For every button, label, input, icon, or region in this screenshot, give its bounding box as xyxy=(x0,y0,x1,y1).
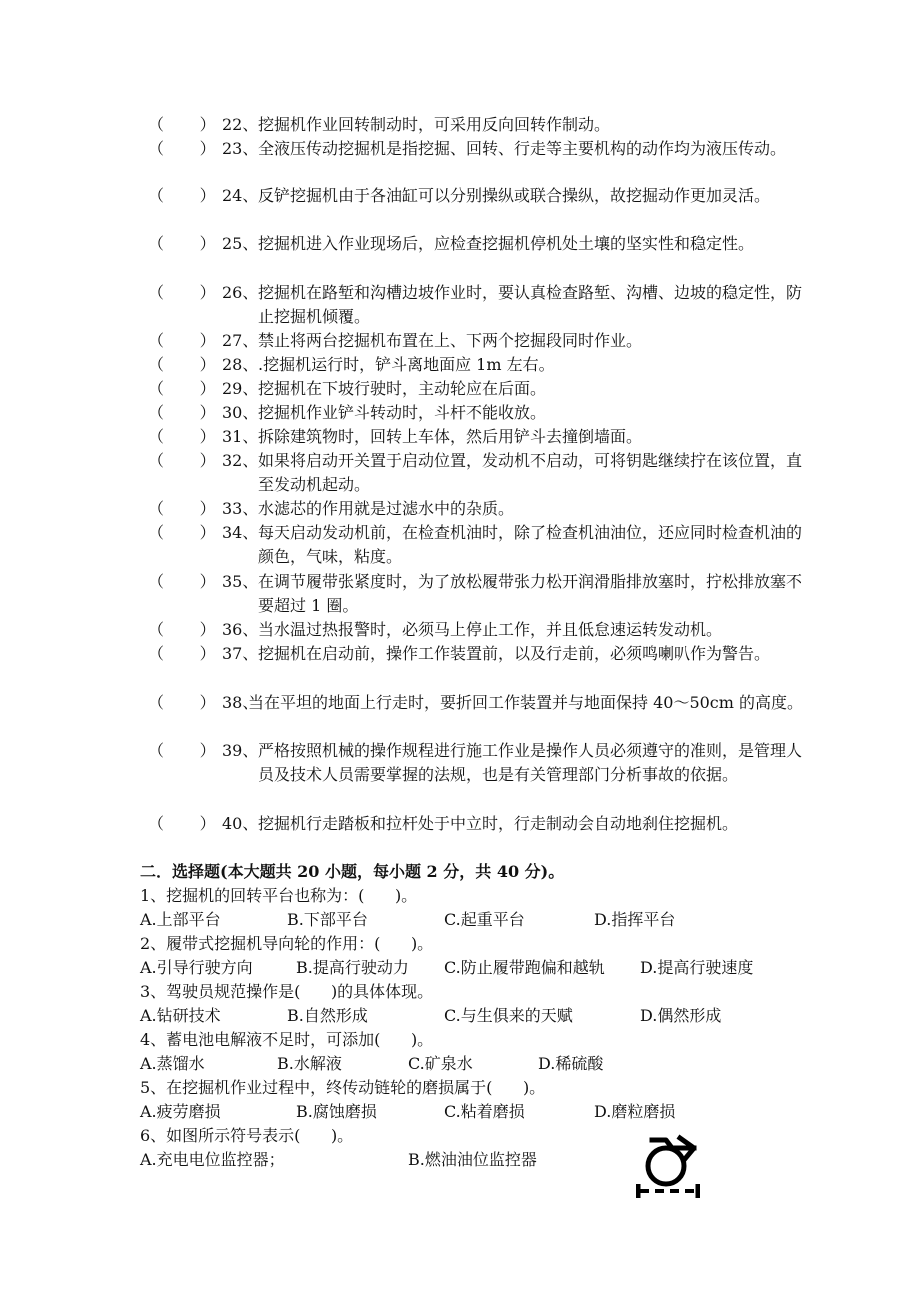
answer-blank[interactable]: （ ） xyxy=(148,693,216,712)
item-number: 27、 xyxy=(222,331,259,350)
mc-option-a[interactable]: A.蒸馏水 xyxy=(140,1054,205,1073)
answer-blank[interactable]: （ ） xyxy=(148,427,216,446)
item-text: 每天启动发动机前，在检查机油时，除了检查机油油位，还应同时检查机油的颜色，气味，粘度。 xyxy=(258,523,803,566)
tf-item-26 xyxy=(148,281,808,329)
item-number: 24、 xyxy=(222,186,259,205)
answer-blank[interactable]: （ ） xyxy=(148,644,216,663)
tf-item-33 xyxy=(148,497,808,521)
item-number: 26、 xyxy=(222,283,259,302)
mc-option-d[interactable]: D.稀硫酸 xyxy=(538,1054,604,1073)
item-text: 挖掘机在下坡行驶时，主动轮应在后面。 xyxy=(258,379,547,398)
item-number: 35、 xyxy=(222,572,259,591)
tf-item-25 xyxy=(148,232,808,256)
mc-question-1: 1、挖掘机的回转平台也称为：( )。 xyxy=(140,886,418,905)
mc-option-b[interactable]: B.自然形成 xyxy=(287,1006,368,1025)
item-number: 36、 xyxy=(222,620,259,639)
tf-item-40 xyxy=(148,812,808,836)
mc-option-c[interactable]: C.防止履带跑偏和越轨 xyxy=(444,958,605,977)
tf-item-32 xyxy=(148,449,808,497)
item-number: 37、 xyxy=(222,644,259,663)
item-text: 挖掘机在启动前，操作工作装置前，以及行走前，必须鸣喇叭作为警告。 xyxy=(258,644,771,663)
item-number: 31、 xyxy=(222,427,259,446)
item-number: 34、 xyxy=(222,523,259,542)
mc-question-4: 4、蓄电池电解液不足时，可添加( )。 xyxy=(140,1030,434,1049)
mc-option-d[interactable]: D.提高行驶速度 xyxy=(640,958,754,977)
item-text: 挖掘机在路堑和沟槽边坡作业时，要认真检查路堑、沟槽、边坡的稳定性，防止挖掘机倾覆。 xyxy=(258,283,803,326)
engine-oil-level-monitor-icon xyxy=(636,1134,700,1200)
item-number: 30、 xyxy=(222,403,259,422)
mc-option-c[interactable]: C.粘着磨损 xyxy=(444,1102,525,1121)
tf-item-30 xyxy=(148,401,808,425)
item-text: 全液压传动挖掘机是指挖掘、回转、行走等主要机构的动作均为液压传动。 xyxy=(258,139,787,158)
tf-item-35 xyxy=(148,570,808,618)
tf-item-27 xyxy=(148,329,808,353)
item-number: 29、 xyxy=(222,379,259,398)
item-text: 拆除建筑物时，回转上车体，然后用铲斗去撞倒墙面。 xyxy=(258,427,643,446)
item-text: 挖掘机行走踏板和拉杆处于中立时，行走制动会自动地刹住挖掘机。 xyxy=(258,814,739,833)
item-text: 禁止将两台挖掘机布置在上、下两个挖掘段同时作业。 xyxy=(258,331,643,350)
mc-option-d[interactable]: D.偶然形成 xyxy=(640,1006,722,1025)
tf-item-29 xyxy=(148,377,808,401)
item-number: 32、 xyxy=(222,451,259,470)
item-number: 23、 xyxy=(222,139,259,158)
answer-blank[interactable]: （ ） xyxy=(148,331,216,350)
item-number: 40、 xyxy=(222,814,259,833)
item-text: 挖掘机进入作业现场后，应检查挖掘机停机处土壤的坚实性和稳定性。 xyxy=(258,234,755,253)
mc-option-b[interactable]: B.燃油油位监控器 xyxy=(408,1150,537,1169)
item-number: 33、 xyxy=(222,499,259,518)
answer-blank[interactable]: （ ） xyxy=(148,620,216,639)
item-text: 挖掘机作业铲斗转动时，斗杆不能收放。 xyxy=(258,403,547,422)
item-number: 38、 xyxy=(222,693,259,712)
item-number: 25、 xyxy=(222,234,259,253)
mc-option-c[interactable]: C.与生俱来的天赋 xyxy=(444,1006,573,1025)
answer-blank[interactable]: （ ） xyxy=(148,234,216,253)
answer-blank[interactable]: （ ） xyxy=(148,283,216,302)
item-text: 如果将启动开关置于启动位置，发动机不启动，可将钥匙继续拧在该位置，直至发动机起动。 xyxy=(258,451,803,494)
item-text: 挖掘机作业回转制动时，可采用反向回转作制动。 xyxy=(258,115,611,134)
mc-option-b[interactable]: B.水解液 xyxy=(277,1054,342,1073)
mc-option-d[interactable]: D.指挥平台 xyxy=(594,910,676,929)
tf-item-22 xyxy=(148,113,808,137)
mc-question-6: 6、如图所示符号表示( )。 xyxy=(140,1126,354,1145)
answer-blank[interactable]: （ ） xyxy=(148,379,216,398)
tf-item-31 xyxy=(148,425,808,449)
mc-option-a[interactable]: A.充电电位监控器； xyxy=(140,1150,285,1169)
mc-option-d[interactable]: D.磨粒磨损 xyxy=(594,1102,676,1121)
item-number: 39、 xyxy=(222,741,259,760)
item-text: 在调节履带张紧度时，为了放松履带张力松开润滑脂排放塞时，拧松排放塞不要超过 1 圈。 xyxy=(258,572,803,615)
section-title: 二．选择题(本大题共 20 小题，每小题 2 分，共 40 分)。 xyxy=(140,862,565,881)
tf-item-34 xyxy=(148,521,808,569)
answer-blank[interactable]: （ ） xyxy=(148,814,216,833)
answer-blank[interactable]: （ ） xyxy=(148,403,216,422)
tf-item-38 xyxy=(148,691,808,715)
mc-option-a[interactable]: A.引导行驶方向 xyxy=(140,958,253,977)
item-text: 水滤芯的作用就是过滤水中的杂质。 xyxy=(258,499,515,518)
answer-blank[interactable]: （ ） xyxy=(148,451,216,470)
item-text: 严格按照机械的操作规程进行施工作业是操作人员必须遵守的准则，是管理人员及技术人员需要掌握的法规，也是有关管理部门分析事故的依据。 xyxy=(258,741,803,784)
tf-item-24 xyxy=(148,184,808,208)
mc-option-b[interactable]: B.下部平台 xyxy=(287,910,368,929)
answer-blank[interactable]: （ ） xyxy=(148,499,216,518)
answer-blank[interactable]: （ ） xyxy=(148,572,216,591)
mc-option-a[interactable]: A.疲劳磨损 xyxy=(140,1102,221,1121)
item-number: 22、 xyxy=(222,115,259,134)
mc-option-b[interactable]: B.腐蚀磨损 xyxy=(296,1102,377,1121)
answer-blank[interactable]: （ ） xyxy=(148,741,216,760)
mc-option-a[interactable]: A.钻研技术 xyxy=(140,1006,221,1025)
tf-item-36 xyxy=(148,618,808,642)
mc-question-3: 3、驾驶员规范操作是( )的具体体现。 xyxy=(140,982,434,1001)
tf-item-39 xyxy=(148,739,808,787)
mc-option-c[interactable]: C.矿泉水 xyxy=(408,1054,473,1073)
item-text: .挖掘机运行时，铲斗离地面应 1m 左右。 xyxy=(258,355,555,374)
mc-question-5: 5、在挖掘机作业过程中，终传动链轮的磨损属于( )。 xyxy=(140,1078,546,1097)
answer-blank[interactable]: （ ） xyxy=(148,186,216,205)
item-text: 当在平坦的地面上行走时，要折回工作装置并与地面保持 40～50cm 的高度。 xyxy=(248,693,804,712)
tf-item-37 xyxy=(148,642,808,666)
mc-option-b[interactable]: B.提高行驶动力 xyxy=(296,958,409,977)
tf-item-23 xyxy=(148,137,808,161)
answer-blank[interactable]: （ ） xyxy=(148,115,216,134)
answer-blank[interactable]: （ ） xyxy=(148,355,216,374)
item-text: 当水温过热报警时，必须马上停止工作，并且低怠速运转发动机。 xyxy=(258,620,723,639)
answer-blank[interactable]: （ ） xyxy=(148,523,216,542)
mc-option-a[interactable]: A.上部平台 xyxy=(140,910,221,929)
tf-item-28 xyxy=(148,353,808,377)
mc-option-c[interactable]: C.起重平台 xyxy=(444,910,525,929)
mc-question-2: 2、履带式挖掘机导向轮的作用：( )。 xyxy=(140,934,434,953)
answer-blank[interactable]: （ ） xyxy=(148,139,216,158)
item-number: 28、 xyxy=(222,355,259,374)
item-text: 反铲挖掘机由于各油缸可以分别操纵或联合操纵，故挖掘动作更加灵活。 xyxy=(258,186,771,205)
